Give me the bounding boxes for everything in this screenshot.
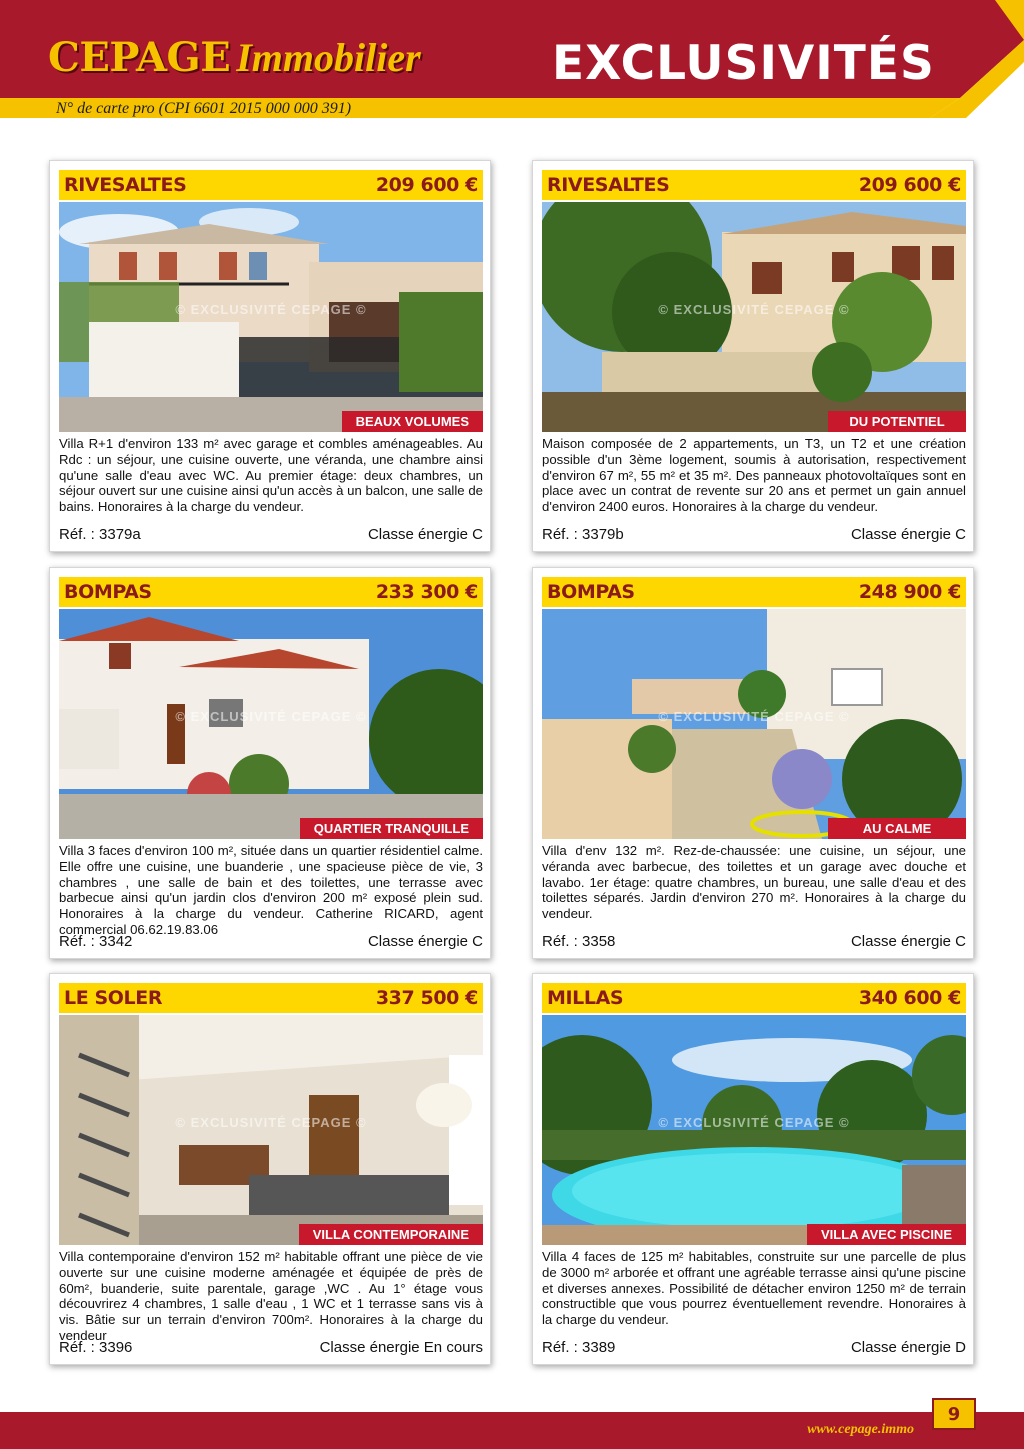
listing-reference: Réf. : 3396 — [59, 1339, 133, 1356]
energy-class: Classe énergie C — [367, 526, 483, 543]
photo-watermark: © EXCLUSIVITÉ CEPAGE © — [175, 1115, 367, 1130]
listing-footer — [542, 933, 966, 950]
listing-card[interactable] — [49, 160, 491, 552]
listing-card[interactable] — [532, 567, 974, 959]
page-number: 9 — [932, 1398, 976, 1430]
listing-photo[interactable] — [542, 202, 966, 432]
listing-price: 209 600 € — [858, 174, 961, 196]
page-footer — [0, 1412, 1024, 1449]
listing-reference: Réf. : 3379a — [59, 526, 141, 543]
listing-description: Villa d'env 132 m². Rez-de-chaussée: une cuisine, un séjour, une véranda avec barbecue, des toilettes et un garage avec douche et lavabo. 1er étage: quatre chambres, un bureau, une salle d'eau et des toilettes séparés. Jardin d'environ 270 m². Honoraires à la charge du vendeur. — [542, 843, 966, 922]
listing-price: 340 600 € — [858, 987, 961, 1009]
energy-class: Classe énergie C — [850, 526, 966, 543]
listing-photo[interactable] — [59, 202, 483, 432]
listing-card[interactable] — [49, 567, 491, 959]
listing-footer — [542, 526, 966, 543]
page-header — [0, 0, 1024, 130]
pool-photo — [542, 1015, 966, 1245]
listing-reference: Réf. : 3379b — [542, 526, 624, 543]
photo-watermark: © EXCLUSIVITÉ CEPAGE © — [175, 302, 367, 317]
energy-class: Classe énergie D — [850, 1339, 966, 1356]
listing-badge: QUARTIER TRANQUILLE — [300, 818, 483, 839]
listing-footer — [542, 1339, 966, 1356]
listing-description: Villa 3 faces d'environ 100 m², située dans un quartier résidentiel calme. Elle offre une cuisine, une buanderie , une spacieuse pièce de vie, 3 chambres , une salle de bain et des toilettes, une terrasse avec barbecue ainsi qu'un jardin clos d'environ 200 m² exposé plein sud. Honoraires à la charge du vendeur. Catherine RICARD, agent commercial 06.62.19.83.06 — [59, 843, 483, 937]
listing-badge: DU POTENTIEL — [828, 411, 966, 432]
listing-card[interactable] — [532, 160, 974, 552]
listing-city: BOMPAS — [64, 581, 152, 603]
listing-price: 248 900 € — [858, 581, 961, 603]
listing-card[interactable] — [532, 973, 974, 1365]
photo-watermark: © EXCLUSIVITÉ CEPAGE © — [175, 709, 367, 724]
listing-badge: AU CALME — [828, 818, 966, 839]
listing-price: 209 600 € — [375, 174, 478, 196]
listing-description: Villa 4 faces de 125 m² habitables, construite sur une parcelle de plus de 3000 m² arborée et offrant une agréable terrasse ainsi qu'une piscine et diverses annexes. Possibilité de détacher environ 1250 m² de terrain constructible que vous pourrez éventuellement revendre. Honoraires à la charge du vendeur. — [542, 1249, 966, 1328]
listing-city: BOMPAS — [547, 581, 635, 603]
brand-logo — [48, 34, 421, 81]
photo-watermark: © EXCLUSIVITÉ CEPAGE © — [658, 709, 850, 724]
listing-city: RIVESALTES — [547, 174, 670, 196]
listing-reference: Réf. : 3389 — [542, 1339, 616, 1356]
listing-reference: Réf. : 3342 — [59, 933, 133, 950]
listing-photo[interactable] — [542, 609, 966, 839]
listing-footer — [59, 1339, 483, 1356]
listing-price: 337 500 € — [375, 987, 478, 1009]
house-photo — [59, 609, 483, 839]
listing-footer — [59, 526, 483, 543]
house-photo — [59, 202, 483, 432]
listing-header — [59, 577, 483, 607]
listing-header — [59, 170, 483, 200]
listing-city: MILLAS — [547, 987, 624, 1009]
website-link[interactable]: www.cepage.immo — [807, 1422, 914, 1437]
page-title: EXCLUSIVITÉS — [552, 36, 935, 91]
listing-city: RIVESALTES — [64, 174, 187, 196]
house-photo — [542, 609, 966, 839]
listing-photo[interactable] — [59, 1015, 483, 1245]
listing-city: LE SOLER — [64, 987, 163, 1009]
listing-price: 233 300 € — [375, 581, 478, 603]
listing-header — [542, 983, 966, 1013]
listing-card[interactable] — [49, 973, 491, 1365]
professional-card-number: N° de carte pro (CPI 6601 2015 000 000 391) — [56, 100, 352, 117]
energy-class: Classe énergie En cours — [319, 1339, 483, 1356]
listing-header — [59, 983, 483, 1013]
listing-description: Maison composée de 2 appartements, un T3, un T2 et une création possible d'un 3ème logement, soumis à autorisation, respectivement d'environ 67 m², 55 m² et 35 m². Des panneaux photovoltaïques sont en place avec un contrat de revente sur 20 ans et permet un gain annuel d'environ 2400 euros. Honoraires à la charge du vendeur. — [542, 436, 966, 515]
photo-watermark: © EXCLUSIVITÉ CEPAGE © — [658, 302, 850, 317]
energy-class: Classe énergie C — [367, 933, 483, 950]
listing-photo[interactable] — [59, 609, 483, 839]
interior-photo — [59, 1015, 483, 1245]
brand-subtitle: Immobilier — [236, 35, 421, 80]
listing-badge: VILLA AVEC PISCINE — [807, 1224, 966, 1245]
listing-header — [542, 577, 966, 607]
listing-badge: BEAUX VOLUMES — [342, 411, 483, 432]
listing-reference: Réf. : 3358 — [542, 933, 616, 950]
listing-header — [542, 170, 966, 200]
listing-photo[interactable] — [542, 1015, 966, 1245]
listing-footer — [59, 933, 483, 950]
listing-description: Villa contemporaine d'environ 152 m² habitable offrant une pièce de vie ouverte sur une cuisine moderne aménagée et équipée de près de 60m², buanderie, suite parentale, garage ,WC . Au 1° étage vous découvrirez 4 chambres, 1 salle d'eau , 1 WC et 1 terrasse sans vis à vis. Bâtie sur un terrain d'environ 700m². Honoraires à la charge du vendeur — [59, 1249, 483, 1343]
listing-description: Villa R+1 d'environ 133 m² avec garage et combles aménageables. Au Rdc : un séjour, une cuisine ouverte, une véranda, une chambre ainsi qu'une salle d'eau avec WC. Au premier étage: deux chambres, un séjour ouvert sur une cuisine ainsi qu'un accès à un balcon, une salle de bains. Honoraires à la charge du vendeur. — [59, 436, 483, 515]
brand-name: CEPAGE — [48, 34, 231, 81]
energy-class: Classe énergie C — [850, 933, 966, 950]
listing-badge: VILLA CONTEMPORAINE — [299, 1224, 483, 1245]
house-photo — [542, 202, 966, 432]
photo-watermark: © EXCLUSIVITÉ CEPAGE © — [658, 1115, 850, 1130]
